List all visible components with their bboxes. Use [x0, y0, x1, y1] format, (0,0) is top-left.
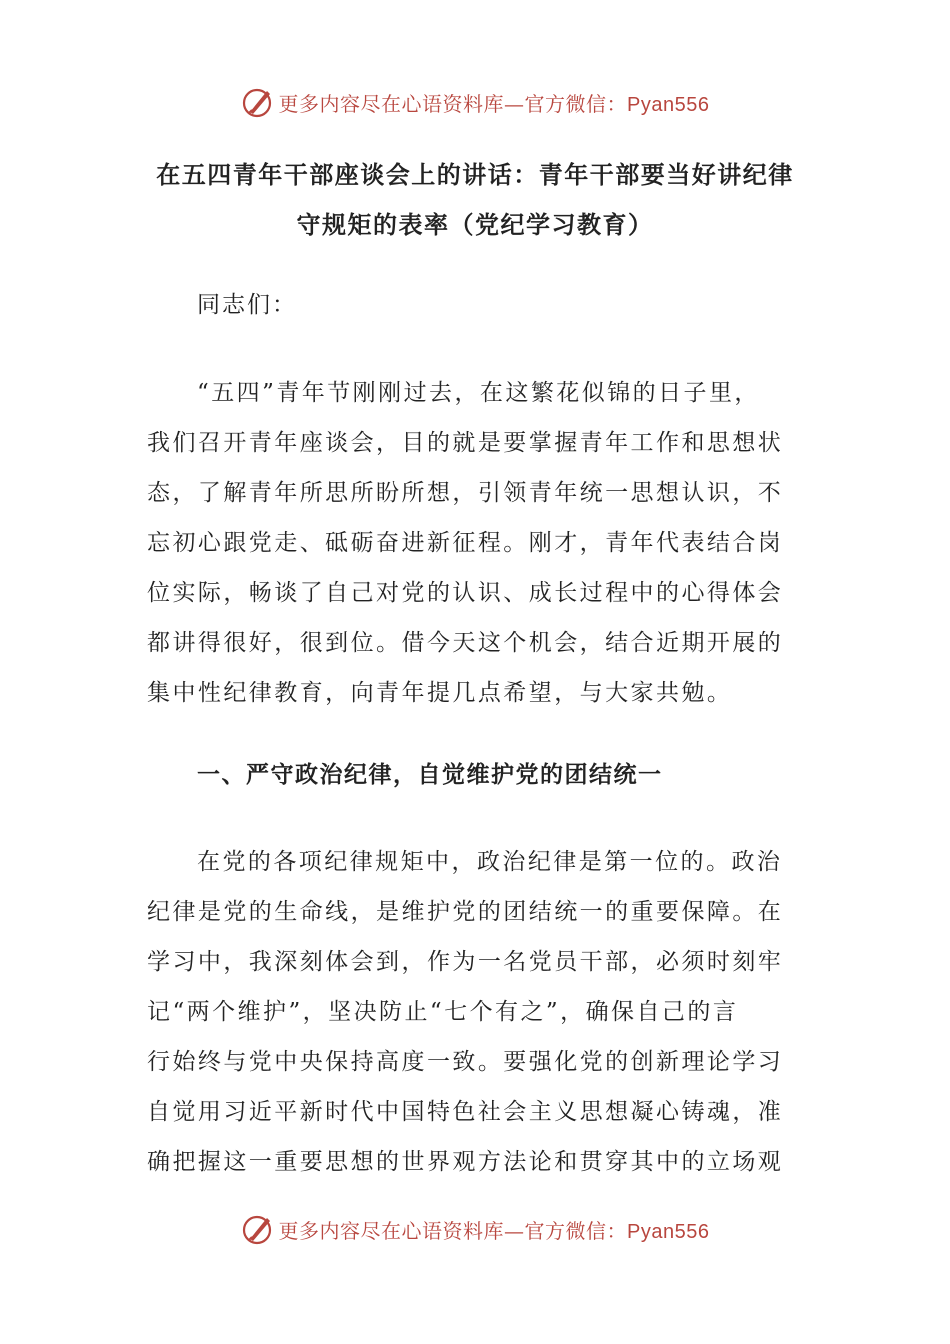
paragraph-line: 在党的各项纪律规矩中，政治纪律是第一位的。政治: [197, 849, 783, 875]
paragraph-line: 记“两个维护”，坚决防止“七个有之”，确保自己的言: [147, 999, 739, 1025]
paragraph-line: 纪律是党的生命线，是维护党的团结统一的重要保障。在: [147, 899, 784, 925]
watermark-text: 更多内容尽在心语资料库—官方微信：Pyan556: [278, 1218, 710, 1243]
quill-logo-icon: [241, 1212, 275, 1246]
greeting: 同志们：: [197, 292, 297, 318]
title-line-1: 在五四青年干部座谈会上的讲话：青年干部要当好讲纪律: [156, 161, 794, 189]
paragraph-line: 位实际，畅谈了自己对党的认识、成长过程中的心得体会: [147, 580, 784, 606]
watermark-text: 更多内容尽在心语资料库—官方微信：Pyan556: [278, 91, 710, 116]
paragraph-line: 自觉用习近平新时代中国特色社会主义思想凝心铸魂，准: [147, 1099, 784, 1125]
footer-watermark: [0, 1209, 950, 1249]
document-title: [120, 150, 830, 250]
paragraph-2: [147, 837, 807, 1187]
paragraph-line: 集中性纪律教育，向青年提几点希望，与大家共勉。: [147, 680, 733, 706]
paragraph-line: 态，了解青年所思所盼所想，引领青年统一思想认识，不: [147, 480, 784, 506]
paragraph-line: 都讲得很好，很到位。借今天这个机会，结合近期开展的: [147, 630, 784, 656]
paragraph-line: “五四”青年节刚刚过去，在这繁花似锦的日子里，: [197, 380, 760, 406]
paragraph-line: 行始终与党中央保持高度一致。要强化党的创新理论学习: [147, 1049, 784, 1075]
paragraph-line: 确把握这一重要思想的世界观方法论和贯穿其中的立场观: [147, 1149, 784, 1175]
title-line-2: 守规矩的表率（党纪学习教育）: [296, 211, 654, 239]
paragraph-line: 我们召开青年座谈会，目的就是要掌握青年工作和思想状: [147, 430, 784, 456]
quill-logo-icon: [241, 85, 275, 119]
paragraph-1: [147, 368, 807, 718]
paragraph-line: 忘初心跟党走、砥砺奋进新征程。刚才，青年代表结合岗: [147, 530, 784, 556]
paragraph-line: 学习中，我深刻体会到，作为一名党员干部，必须时刻牢: [147, 949, 784, 975]
section-heading-1: 一、严守政治纪律，自觉维护党的团结统一: [197, 762, 663, 788]
header-watermark: [0, 82, 950, 122]
